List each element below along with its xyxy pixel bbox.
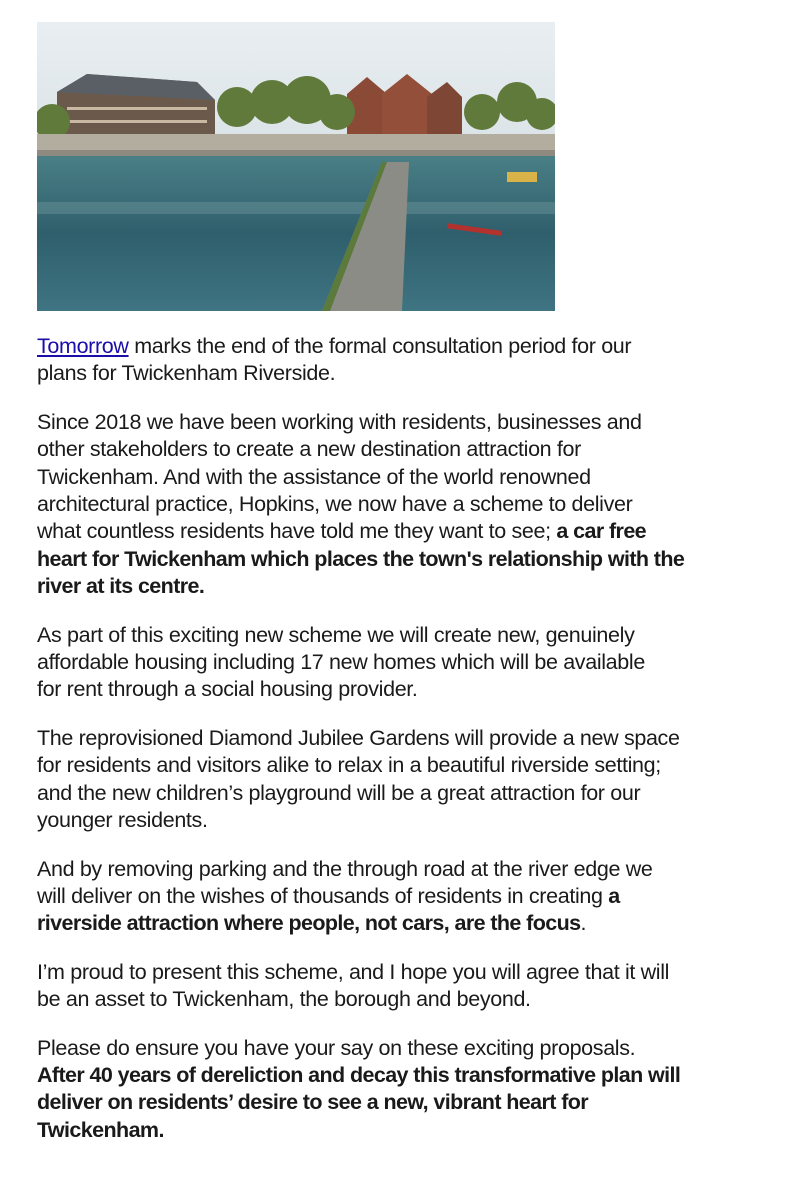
riverside-render-image	[37, 22, 555, 311]
text-line	[37, 780, 777, 807]
text-line	[37, 807, 777, 834]
text: affordable housing including 17 new homes which will be available	[37, 650, 645, 675]
text-line	[37, 725, 777, 752]
text-line	[37, 856, 777, 883]
text: .	[580, 911, 587, 936]
text: and the new children’s playground will be a great attraction for our	[37, 780, 641, 805]
text-line	[37, 649, 777, 676]
text-line	[37, 360, 777, 387]
paragraph	[37, 1035, 777, 1145]
text: what countless residents have told me they want to see;	[37, 519, 557, 544]
text-line	[37, 676, 777, 703]
paragraph	[37, 959, 777, 1014]
text: architectural practice, Hopkins, we now have a scheme to deliver	[37, 492, 633, 517]
text: for rent through a social housing provider.	[37, 677, 418, 702]
text-line	[37, 518, 777, 545]
paragraph	[37, 725, 777, 835]
bold-text: river at its centre.	[37, 574, 205, 599]
text-line	[37, 436, 777, 463]
paragraph	[37, 333, 777, 388]
tomorrow-link[interactable]: Tomorrow	[37, 334, 129, 358]
text: marks the end of the formal consultation period for our	[128, 334, 632, 358]
text: be an asset to Twickenham, the borough and beyond.	[37, 987, 531, 1012]
text-line	[37, 333, 777, 360]
text: younger residents.	[37, 808, 208, 833]
bold-text: deliver on residents’ desire to see a new, vibrant heart for	[37, 1090, 589, 1115]
text-line	[37, 910, 777, 937]
bold-text: heart for Twickenham which places the town's relationship with the	[37, 546, 685, 571]
text-line	[37, 986, 777, 1013]
text-line	[37, 491, 777, 518]
text: The reprovisioned Diamond Jubilee Gardens will provide a new space	[37, 725, 680, 750]
text-line	[37, 1117, 777, 1144]
text: And by removing parking and the through road at the river edge we	[37, 856, 653, 881]
text: will deliver on the wishes of thousands of residents in creating	[37, 883, 609, 908]
text: Since 2018 we have been working with residents, businesses and	[37, 409, 642, 434]
text: for residents and visitors alike to relax in a beautiful riverside setting;	[37, 753, 661, 778]
bold-text: After 40 years of dereliction and decay this transformative plan will	[37, 1062, 681, 1087]
text-line	[37, 1062, 777, 1089]
text-line	[37, 1035, 777, 1062]
text: As part of this exciting new scheme we will create new, genuinely	[37, 622, 635, 647]
bold-text: riverside attraction where people, not cars, are the focus	[37, 911, 581, 936]
text-line	[37, 573, 777, 600]
text-line	[37, 883, 777, 910]
paragraph	[37, 409, 777, 601]
riverside-illustration	[37, 22, 555, 311]
text: Please do ensure you have your say on these exciting proposals.	[37, 1035, 636, 1060]
text-line	[37, 622, 777, 649]
paragraph	[37, 622, 777, 704]
bold-text: Twickenham.	[37, 1117, 164, 1142]
bold-text: a	[608, 883, 620, 908]
text-line	[37, 959, 777, 986]
paragraph	[37, 856, 777, 938]
text-line	[37, 1089, 777, 1116]
text: Twickenham. And with the assistance of the world renowned	[37, 464, 591, 489]
text: plans for Twickenham Riverside.	[37, 361, 336, 386]
email-body	[37, 333, 777, 1165]
text-line	[37, 752, 777, 779]
text: I’m proud to present this scheme, and I hope you will agree that it will	[37, 959, 670, 984]
text-line	[37, 464, 777, 491]
text-line	[37, 546, 777, 573]
text-line	[37, 409, 777, 436]
text: other stakeholders to create a new destination attraction for	[37, 437, 581, 462]
bold-text: a car free	[556, 519, 647, 544]
